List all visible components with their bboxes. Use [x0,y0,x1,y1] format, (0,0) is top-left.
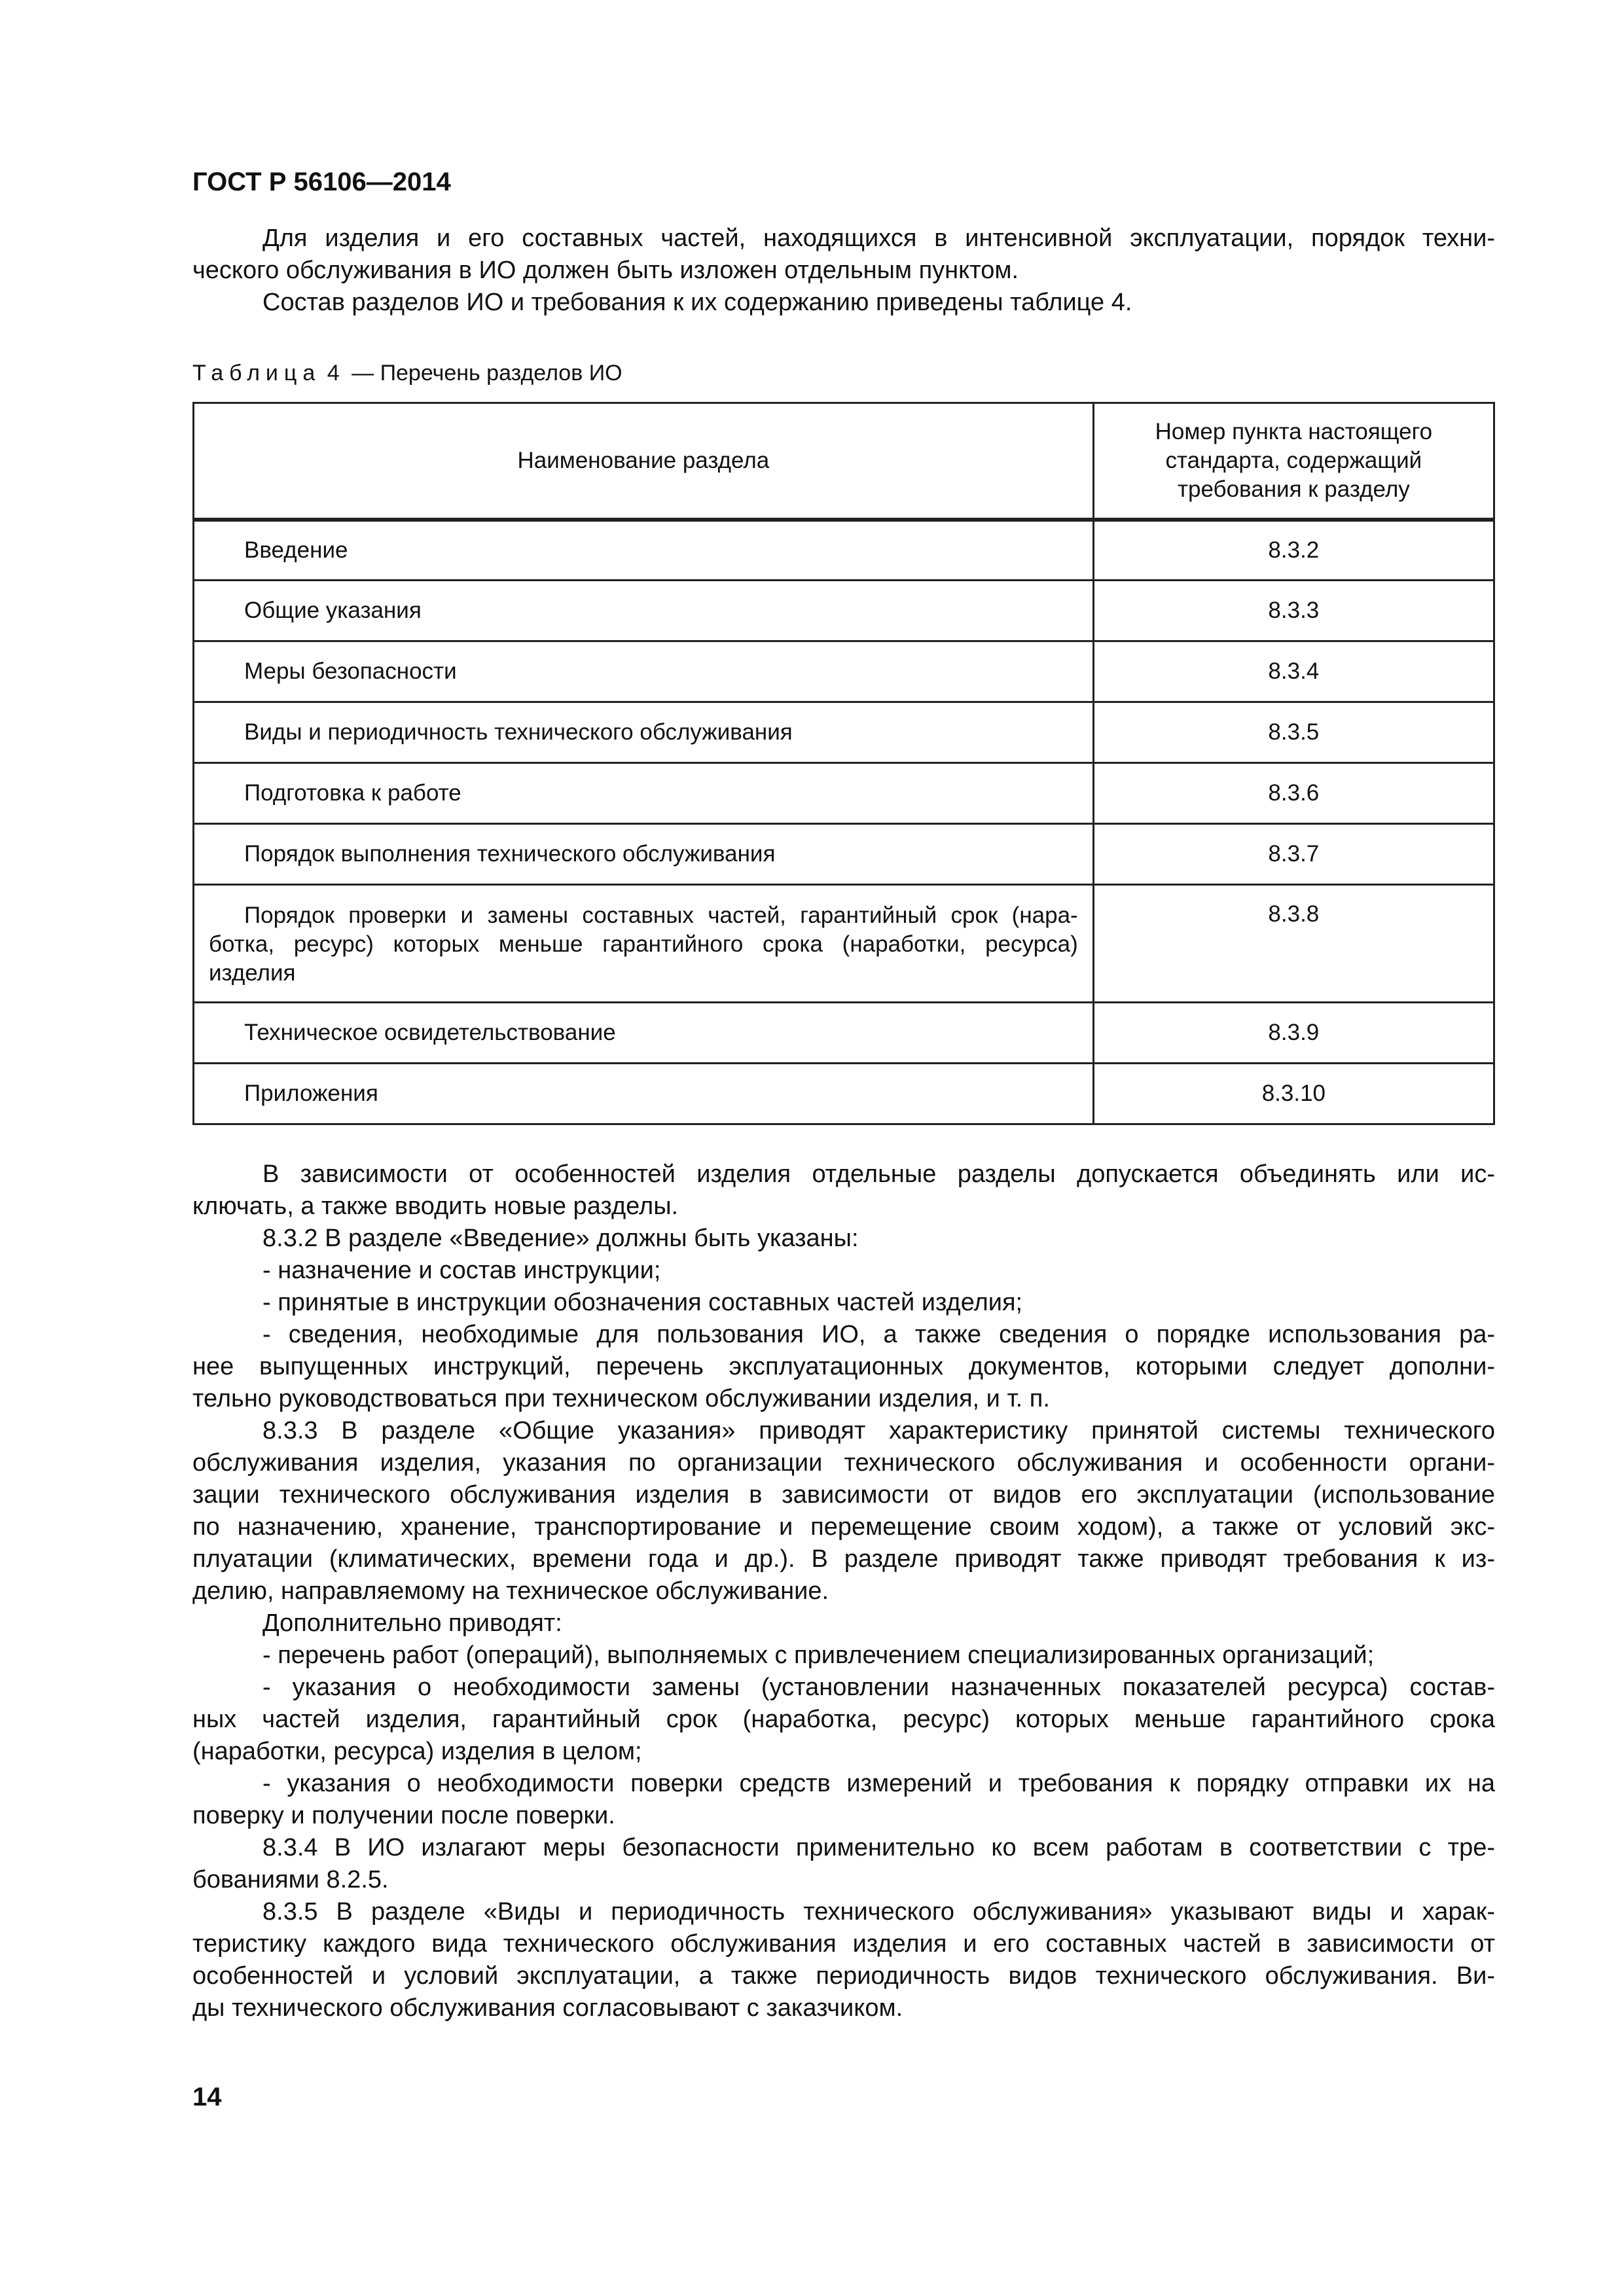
table-row [194,824,1494,885]
clause-number: 8.3.2 [1093,520,1494,581]
section-name: Меры безопасности [194,641,1094,702]
clause-number: 8.3.9 [1093,1003,1494,1064]
table-row [194,520,1494,581]
clause-number: 8.3.7 [1093,824,1494,885]
table-caption-number: 4 [327,361,346,386]
section-name: Техническое освидетельствование [194,1003,1094,1064]
text-line: делию, направляемому на техническое обслуживание. [192,1577,829,1605]
header-line: требования к разделу [1177,476,1410,502]
text-line: ды технического обслуживания согласовывают с заказчиком. [192,1994,903,2022]
table-row [194,702,1494,763]
text-line: - указания о необходимости поверки средств измерений и требования к порядку отправки их на [262,1770,1495,1797]
intro-text [192,223,1495,319]
text-line: 8.3.5 В разделе «Виды и периодичность технического обслуживания» указывают виды и харак- [262,1898,1495,1926]
text-line: зации технического обслуживания изделия в зависимости от видов его эксплуатации (использование [192,1481,1495,1509]
text-line: - принятые в инструкции обозначения составных частей изделия; [262,1289,1023,1316]
text-line: Для изделия и его составных частей, находящихся в интенсивной эксплуатации, порядок техни- [262,224,1495,252]
table-row [194,1064,1494,1124]
text-line: - перечень работ (операций), выполняемых с привлечением специализированных организаций; [262,1641,1375,1669]
sections-table [192,402,1495,1125]
section-name: Общие указания [194,581,1094,641]
text-line: нее выпущенных инструкций, перечень эксплуатационных документов, которыми следует дополни- [192,1353,1495,1380]
text-line: 8.3.2 В разделе «Введение» должны быть указаны: [262,1225,859,1252]
table-caption-title: — Перечень разделов ИО [352,361,623,386]
section-name: Виды и периодичность технического обслуживания [194,702,1094,763]
text-line: - указания о необходимости замены (установлении назначенных показателей ресурса) состав- [262,1674,1495,1701]
clause-number: 8.3.6 [1093,763,1494,824]
text-line: 8.3.4 В ИО излагают меры безопасности применительно ко всем работам в соответствии с тре- [262,1834,1495,1861]
text-line: ных частей изделия, гарантийный срок (наработка, ресурс) которых меньше гарантийного срока [192,1706,1495,1733]
section-name-line: Порядок проверки и замены составных частей, гарантийный срок (нара- [244,903,1078,928]
text-line: 8.3.3 В разделе «Общие указания» приводят характеристику принятой системы технического [262,1417,1495,1444]
clause-number: 8.3.3 [1093,581,1494,641]
text-line: по назначению, хранение, транспортирование и перемещение своим ходом), а также от условий экс- [192,1513,1495,1541]
text-line: - сведения, необходимые для пользования ИО, а также сведения о порядке использования ра- [262,1321,1495,1348]
table-row [194,641,1494,702]
section-name [194,885,1094,1003]
section-name: Подготовка к работе [194,763,1094,824]
table-caption [192,359,623,387]
section-name-line: ботка, ресурс) которых меньше гарантийного срока (наработки, ресурса) [209,931,1078,957]
table-row [194,763,1494,824]
table-row [194,885,1494,1003]
clause-number: 8.3.10 [1093,1064,1494,1124]
page-number: 14 [192,2083,222,2111]
text-line: Состав разделов ИО и требования к их содержанию приведены таблице 4. [262,289,1132,316]
clause-number: 8.3.4 [1093,641,1494,702]
text-line: Дополнительно приводят: [262,1609,562,1637]
table-row [194,581,1494,641]
document-code: ГОСТ Р 56106—2014 [192,168,451,196]
header-line: Номер пункта настоящего [1155,418,1433,444]
table-caption-word: Таблица [192,361,321,386]
clause-number: 8.3.8 [1093,885,1494,1003]
text-line: обслуживания изделия, указания по организации технического обслуживания и особенности органи- [192,1449,1495,1477]
text-line: ческого обслуживания в ИО должен быть изложен отдельным пунктом. [192,257,1019,284]
column-header-number [1093,403,1494,520]
text-line: бованиями 8.2.5. [192,1866,389,1893]
text-line: теристику каждого вида технического обслуживания изделия и его составных частей в зависимости от [192,1930,1495,1958]
table-row [194,1003,1494,1064]
clause-number: 8.3.5 [1093,702,1494,763]
column-header-name: Наименование раздела [194,403,1094,520]
section-name: Введение [194,520,1094,581]
text-line: - назначение и состав инструкции; [262,1257,661,1284]
section-name: Приложения [194,1064,1094,1124]
text-line: В зависимости от особенностей изделия отдельные разделы допускается объединять или ис- [262,1160,1495,1188]
section-name: Порядок выполнения технического обслуживания [194,824,1094,885]
section-name-line: изделия [209,960,296,986]
text-line: особенностей и условий эксплуатации, а также периодичность видов технического обслуживания. Ви- [192,1962,1495,1990]
text-line: (наработки, ресурса) изделия в целом; [192,1738,642,1765]
table-header-row [194,403,1494,520]
header-line: стандарта, содержащий [1165,447,1422,473]
text-line: плуатации (климатических, времени года и др.). В разделе приводят также приводят требования к из- [192,1545,1495,1573]
text-line: тельно руководствоваться при техническом обслуживании изделия, и т. п. [192,1385,1050,1412]
text-line: ключать, а также вводить новые разделы. [192,1193,679,1220]
body-text [192,1158,1495,2024]
text-line: поверку и получении после поверки. [192,1802,615,1829]
